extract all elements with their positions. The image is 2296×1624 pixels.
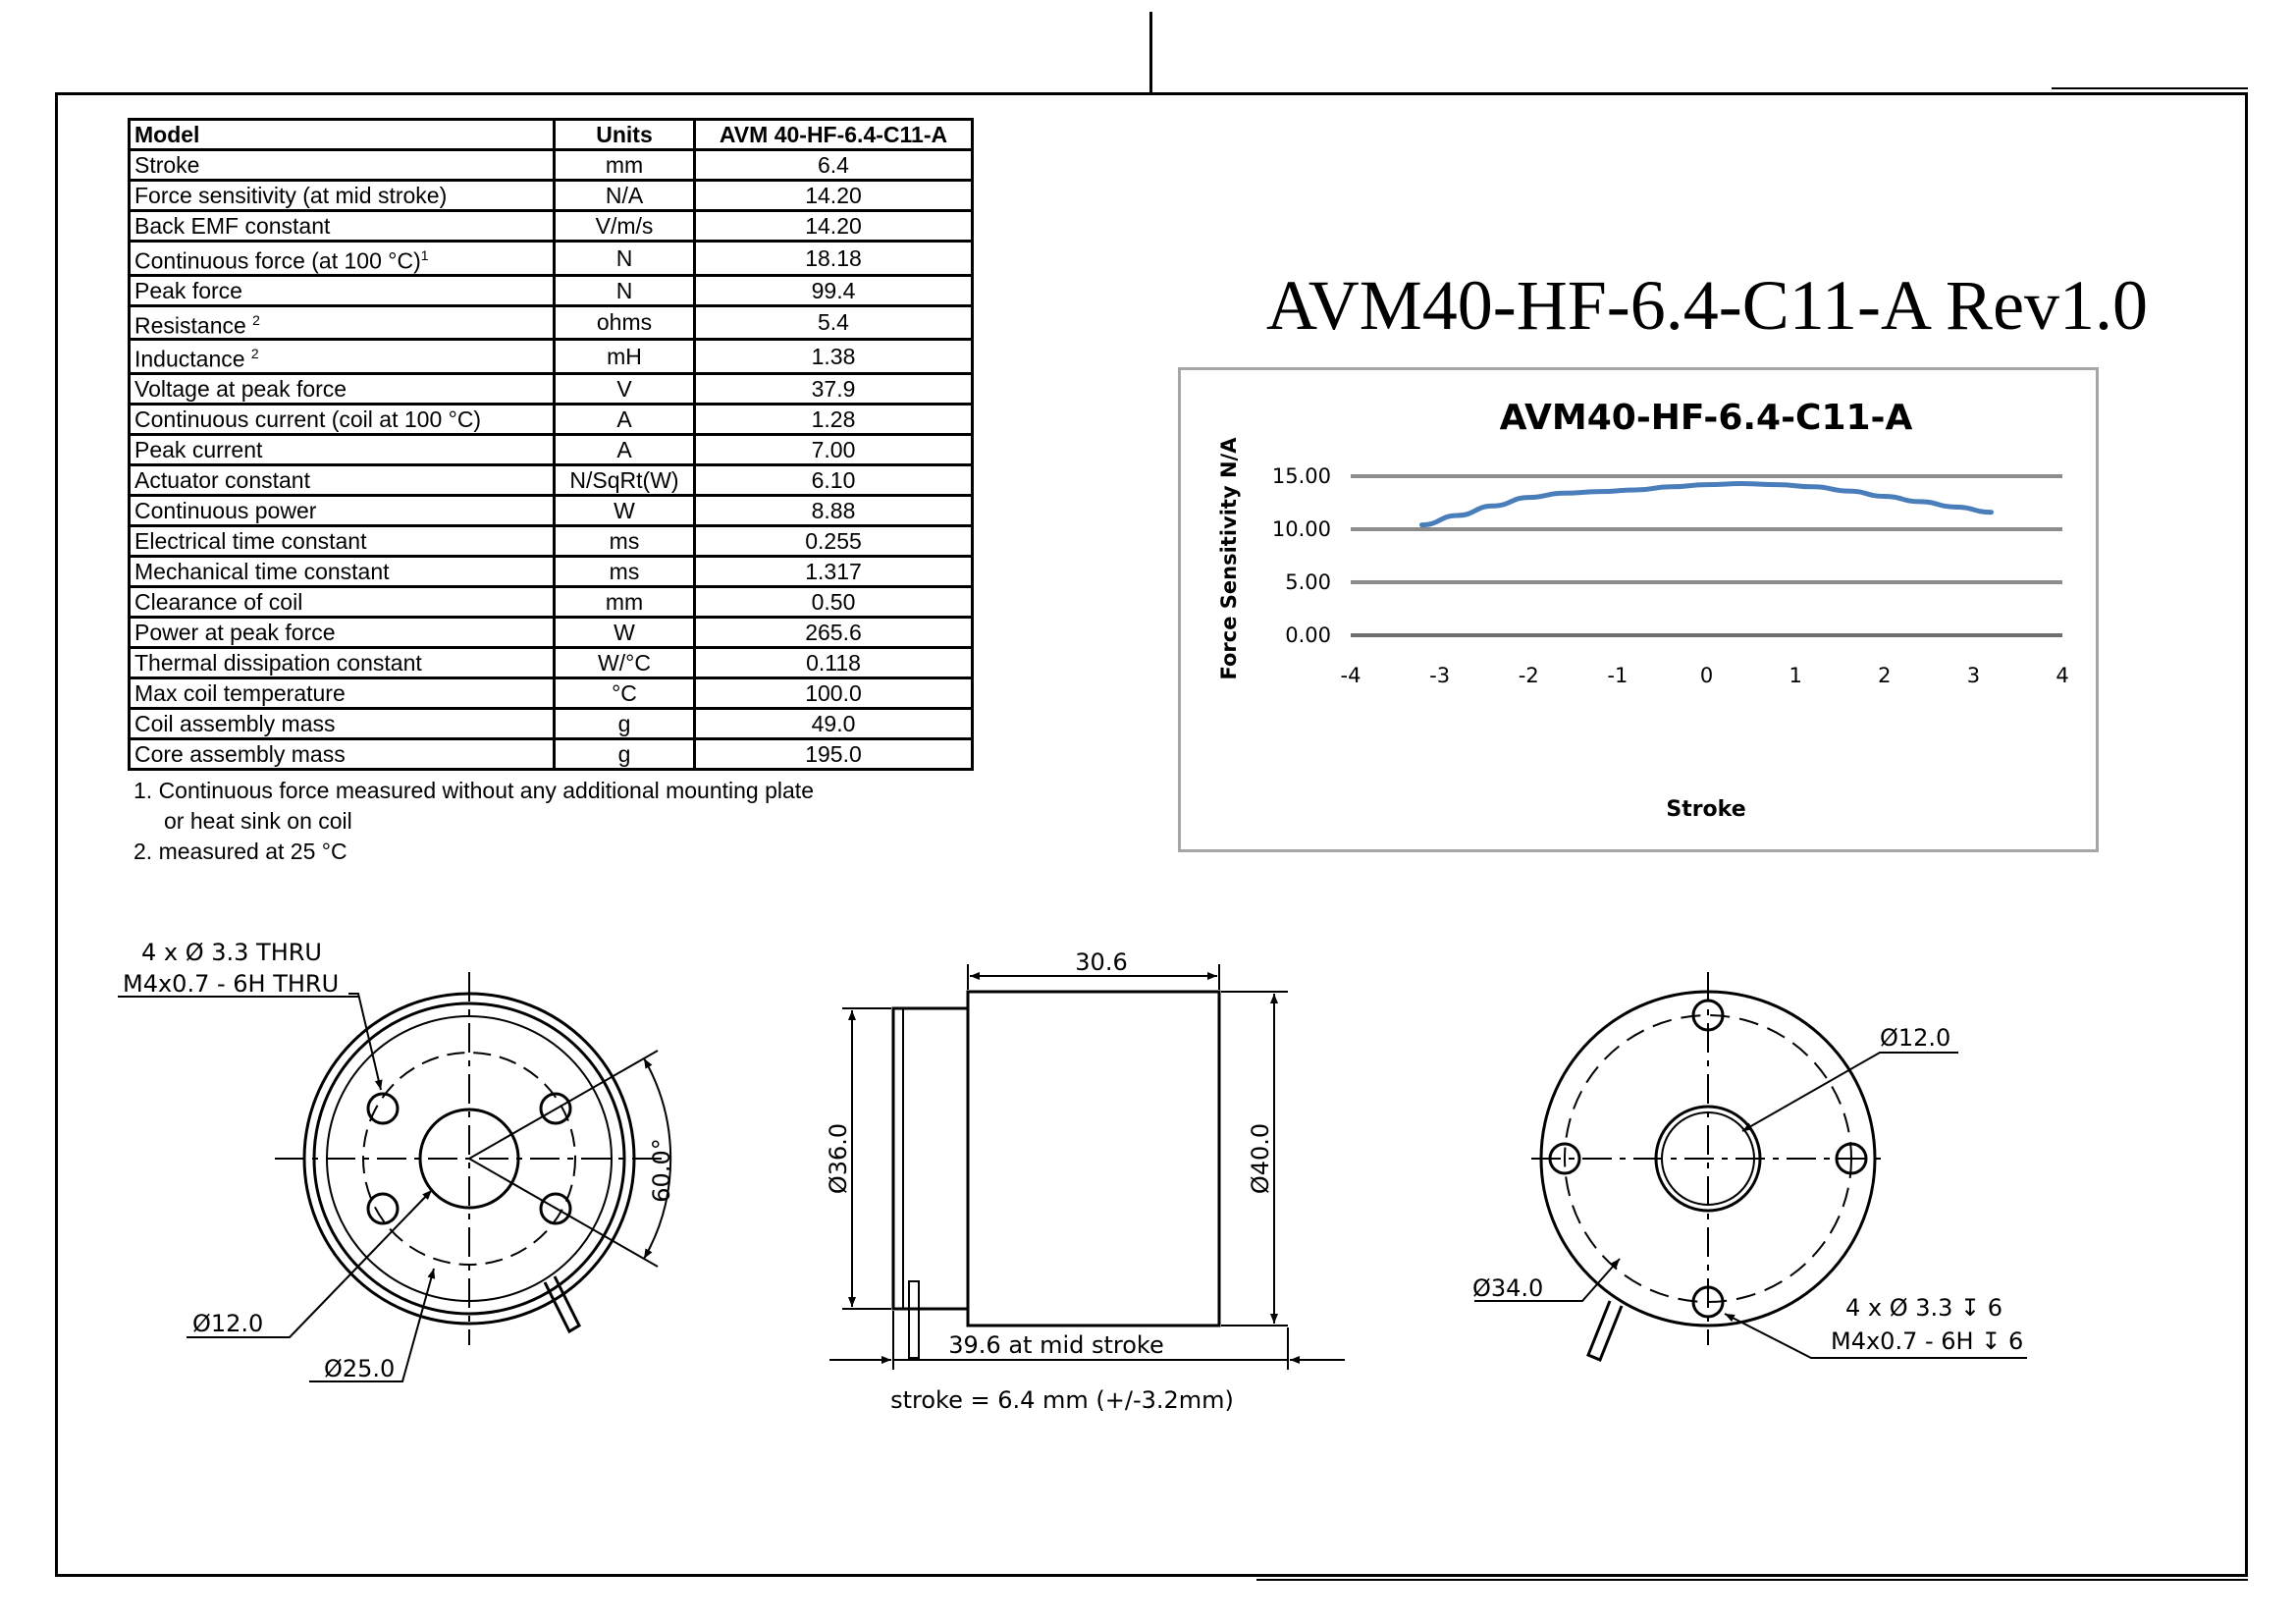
angle-ref-line xyxy=(469,1051,658,1159)
param-unit: mm xyxy=(555,586,695,617)
right-hole-callout-2: M4x0.7 - 6H ↧ 6 xyxy=(1831,1327,2024,1355)
param-value: 8.88 xyxy=(695,495,973,525)
side-overall-length: 39.6 at mid stroke xyxy=(948,1331,1164,1359)
param-label: Force sensitivity (at mid stroke) xyxy=(134,183,448,208)
x-tick-label: -1 xyxy=(1607,664,1629,687)
param-unit: ms xyxy=(555,525,695,556)
param-value: 0.118 xyxy=(695,647,973,677)
param-value: 99.4 xyxy=(695,275,973,305)
param-unit: °C xyxy=(555,677,695,708)
param-label: Peak force xyxy=(134,277,242,303)
param-unit: g xyxy=(555,738,695,769)
note-1-line-1: 1. Continuous force measured without any additional mounting plate xyxy=(133,778,814,803)
param-value: 6.10 xyxy=(695,464,973,495)
param-label: Electrical time constant xyxy=(134,527,367,554)
left-dia-25: Ø25.0 xyxy=(324,1355,396,1382)
param-label: Power at peak force xyxy=(134,619,336,645)
side-length: 30.6 xyxy=(1075,948,1128,976)
param-value: 0.50 xyxy=(695,586,973,617)
param-value: 18.18 xyxy=(695,242,973,276)
side-stroke-note: stroke = 6.4 mm (+/-3.2mm) xyxy=(890,1386,1234,1414)
x-tick-label: 0 xyxy=(1699,664,1714,687)
left-dia-12: Ø12.0 xyxy=(192,1310,264,1337)
x-tick-label: -2 xyxy=(1518,664,1539,687)
param-unit: ohms xyxy=(555,305,695,340)
y-tick-label: 15.00 xyxy=(1271,464,1331,488)
angle-ref-line xyxy=(469,1159,658,1267)
param-value: 1.38 xyxy=(695,340,973,374)
left-hole-callout-1: 4 x Ø 3.3 THRU xyxy=(141,939,322,966)
param-unit: A xyxy=(555,434,695,464)
right-hole-callout-1: 4 x Ø 3.3 ↧ 6 xyxy=(1845,1294,2003,1322)
param-unit: mH xyxy=(555,340,695,374)
footnote-marker: 1 xyxy=(420,247,429,263)
header-units: Units xyxy=(555,120,695,150)
mount-hole xyxy=(368,1094,398,1123)
param-unit: A xyxy=(555,404,695,434)
param-label: Thermal dissipation constant xyxy=(134,649,422,676)
param-value: 265.6 xyxy=(695,617,973,647)
param-label: Mechanical time constant xyxy=(134,558,390,584)
side-dia-36: Ø36.0 xyxy=(825,1122,852,1195)
param-value: 7.00 xyxy=(695,434,973,464)
param-value: 14.20 xyxy=(695,181,973,211)
x-tick-label: 4 xyxy=(2056,664,2069,687)
param-value: 1.317 xyxy=(695,556,973,586)
param-label: Voltage at peak force xyxy=(134,375,347,402)
side-dia-40: Ø40.0 xyxy=(1247,1122,1274,1195)
left-angle-dimension: 60.0° xyxy=(648,1138,675,1203)
param-unit: N xyxy=(555,242,695,276)
param-unit: ms xyxy=(555,556,695,586)
param-unit: N/A xyxy=(555,181,695,211)
param-label: Continuous power xyxy=(134,497,317,523)
x-tick-label: 2 xyxy=(1878,664,1892,687)
header-model: Model xyxy=(130,120,555,150)
param-unit: W xyxy=(555,617,695,647)
param-label: Inductance xyxy=(134,346,251,372)
right-dia-34: Ø34.0 xyxy=(1472,1274,1544,1302)
param-value: 37.9 xyxy=(695,373,973,404)
param-unit: V/m/s xyxy=(555,211,695,242)
param-value: 49.0 xyxy=(695,708,973,738)
param-value: 5.4 xyxy=(695,305,973,340)
param-label: Core assembly mass xyxy=(134,740,346,767)
param-label: Stroke xyxy=(134,152,200,178)
param-value: 1.28 xyxy=(695,404,973,434)
param-label: Resistance xyxy=(134,312,253,339)
chart-title: AVM40-HF-6.4-C11-A xyxy=(1499,398,1913,438)
side-lead-wire xyxy=(909,1281,919,1358)
note-2: 2. measured at 25 °C xyxy=(133,839,347,864)
param-label: Clearance of coil xyxy=(134,588,303,615)
x-tick-label: 3 xyxy=(1966,664,1981,687)
footnote-marker: 2 xyxy=(252,311,260,328)
param-label: Back EMF constant xyxy=(134,213,331,239)
right-lead-wire xyxy=(1588,1301,1622,1360)
x-axis-label: Stroke xyxy=(1666,797,1746,822)
param-value: 6.4 xyxy=(695,150,973,181)
param-label: Peak current xyxy=(134,436,263,462)
param-unit: N xyxy=(555,275,695,305)
param-unit: W/°C xyxy=(555,647,695,677)
param-label: Continuous force (at 100 °C) xyxy=(134,247,421,274)
param-value: 14.20 xyxy=(695,211,973,242)
footnote-marker: 2 xyxy=(250,346,259,362)
param-unit: g xyxy=(555,708,695,738)
x-tick-label: -3 xyxy=(1429,664,1451,687)
param-label: Actuator constant xyxy=(134,466,310,493)
y-axis-label: Force Sensitivity N/A xyxy=(1217,437,1241,680)
left-hole-callout-2: M4x0.7 - 6H THRU xyxy=(123,970,340,998)
x-tick-label: -4 xyxy=(1340,664,1362,687)
param-label: Coil assembly mass xyxy=(134,710,336,736)
right-dia-12: Ø12.0 xyxy=(1880,1024,1951,1052)
coil-body xyxy=(893,1008,968,1309)
y-tick-label: 5.00 xyxy=(1285,570,1331,594)
param-label: Max coil temperature xyxy=(134,679,346,706)
param-value: 0.255 xyxy=(695,525,973,556)
param-label: Continuous current (coil at 100 °C) xyxy=(134,406,482,432)
dia12-leader xyxy=(1742,1053,1958,1131)
param-unit: N/SqRt(W) xyxy=(555,464,695,495)
header-model-number: AVM 40-HF-6.4-C11-A xyxy=(695,120,973,150)
x-tick-label: 1 xyxy=(1789,664,1802,687)
param-value: 100.0 xyxy=(695,677,973,708)
note-1-line-2: or heat sink on coil xyxy=(164,808,352,834)
document-title: AVM40-HF-6.4-C11-A Rev1.0 xyxy=(1266,266,2149,345)
param-unit: V xyxy=(555,373,695,404)
core-body xyxy=(968,992,1219,1326)
param-value: 195.0 xyxy=(695,738,973,769)
y-tick-label: 10.00 xyxy=(1271,517,1331,541)
param-unit: mm xyxy=(555,150,695,181)
param-unit: W xyxy=(555,495,695,525)
y-tick-label: 0.00 xyxy=(1285,623,1331,647)
